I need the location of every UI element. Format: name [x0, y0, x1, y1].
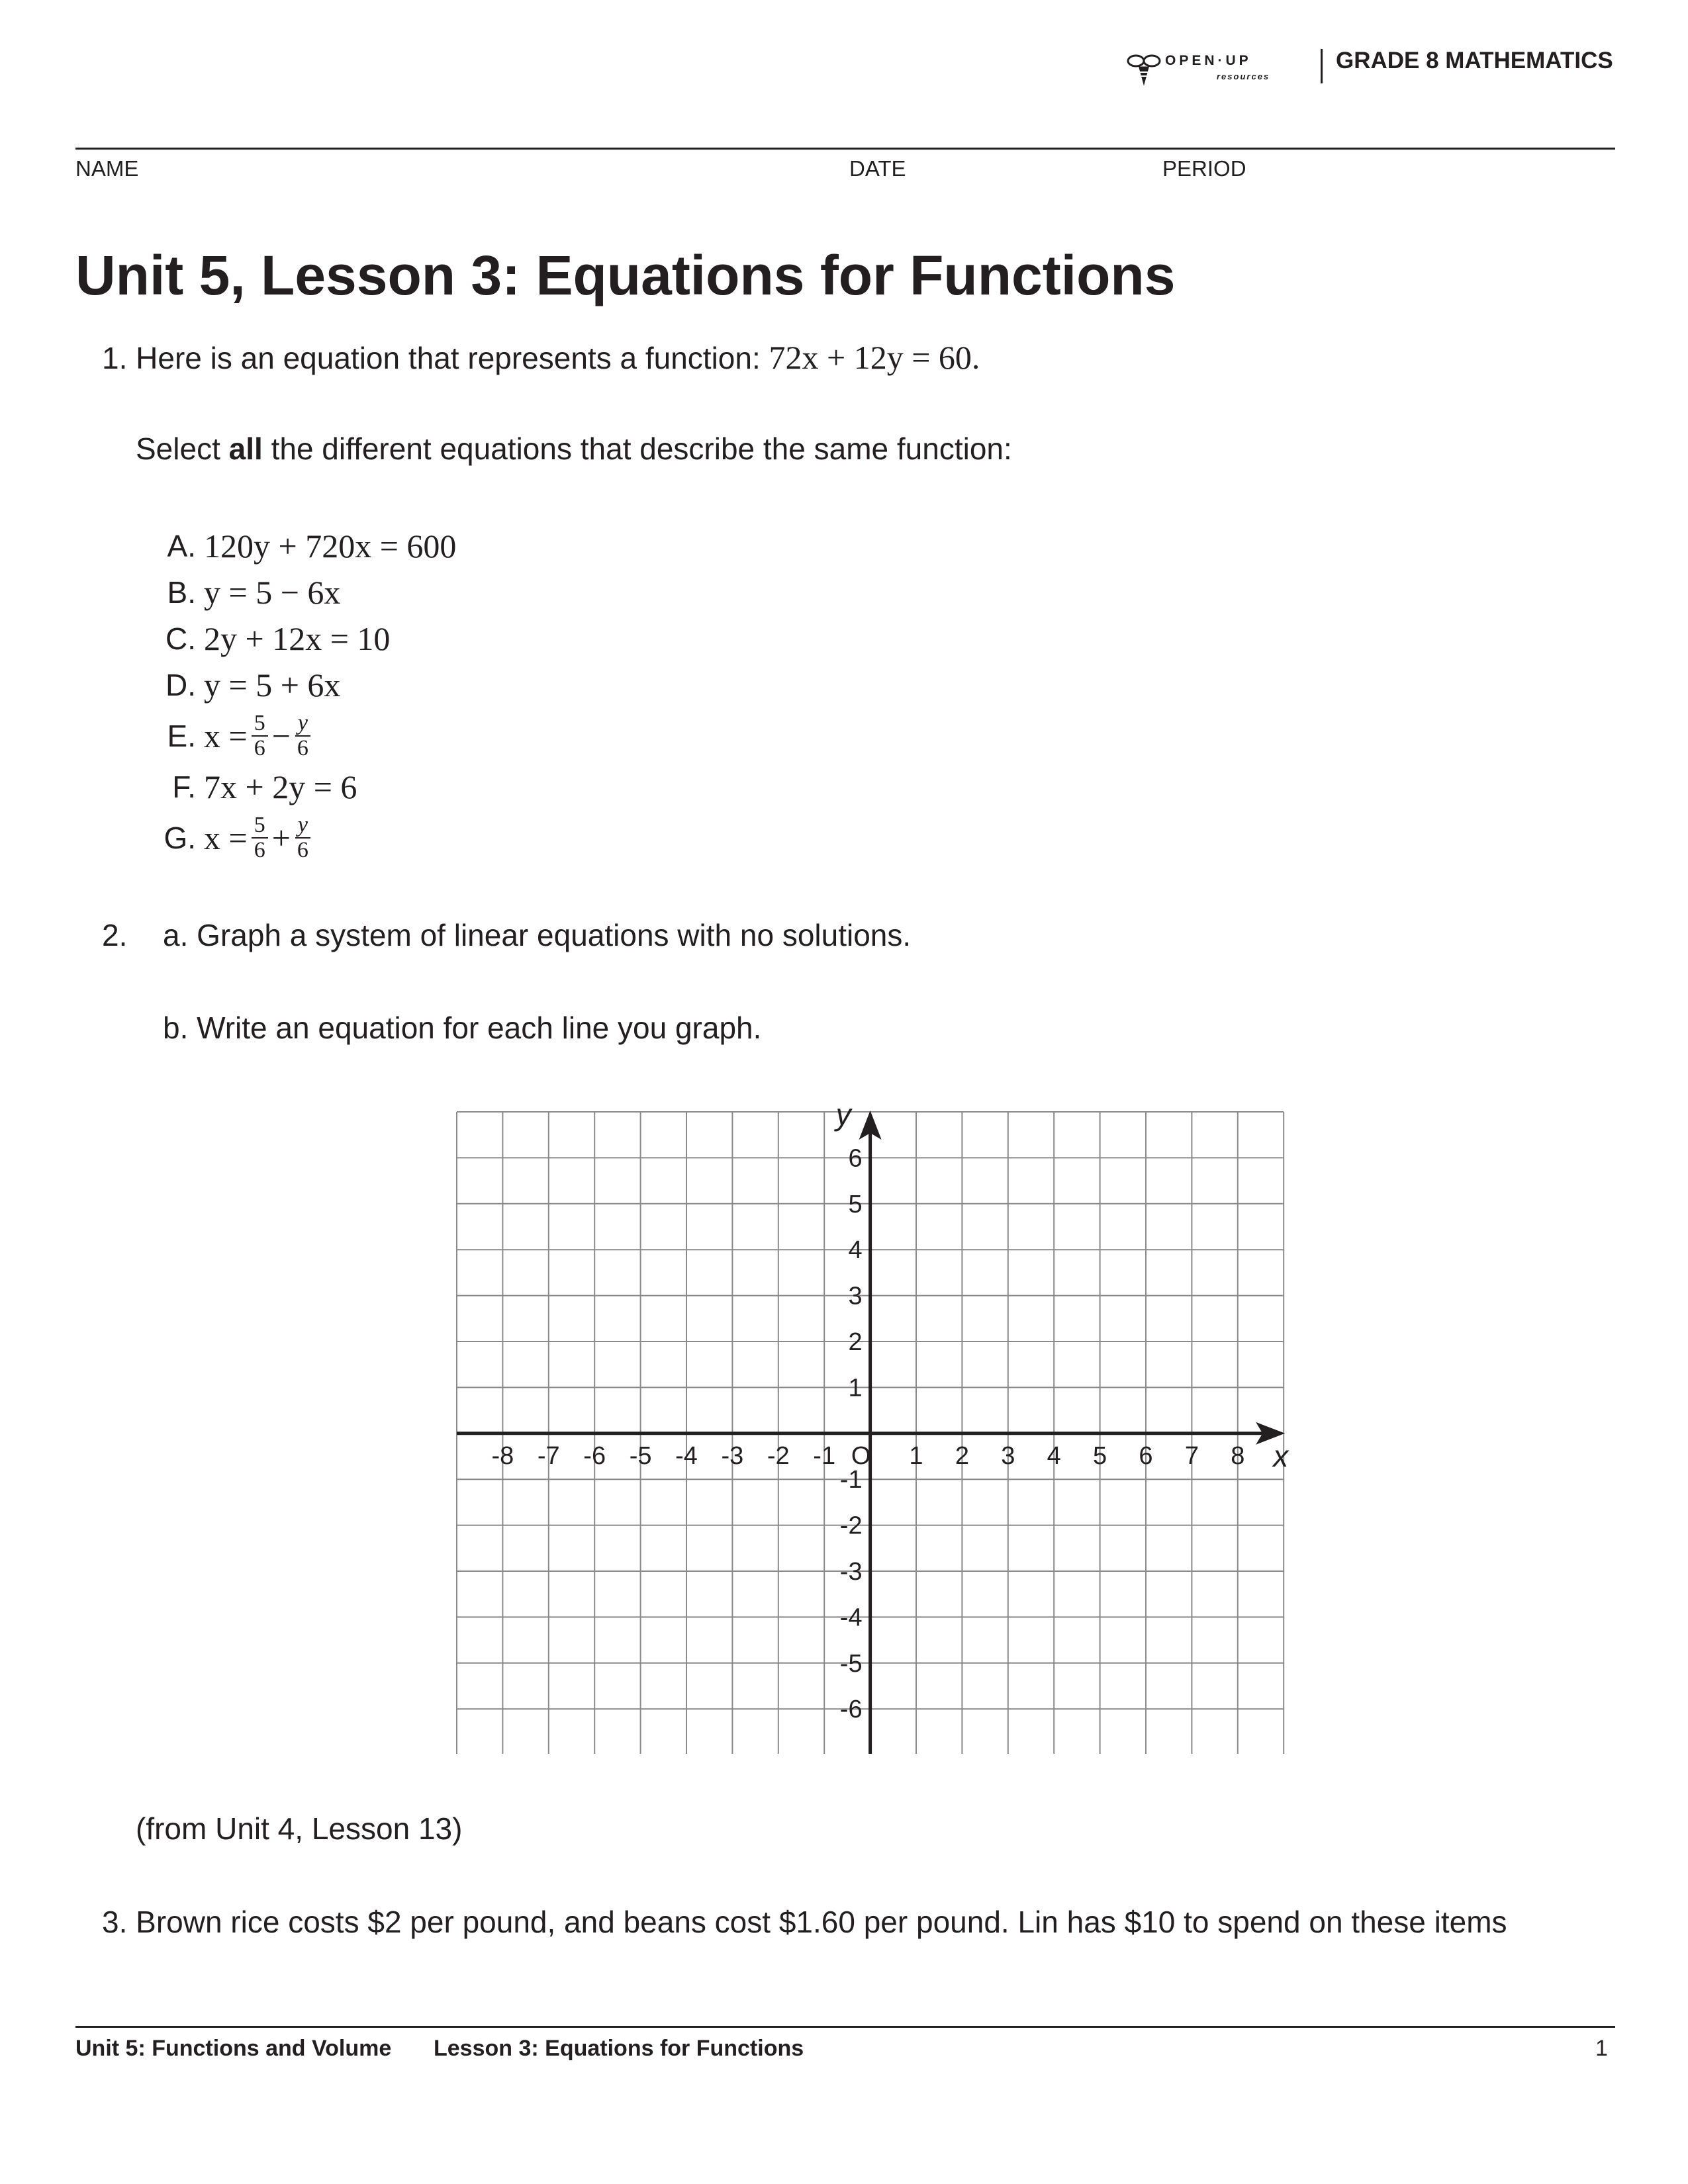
given-equation: 72x + 12y = 60.: [769, 339, 980, 376]
x-tick-label: 3: [1001, 1441, 1015, 1470]
y-tick-label: -1: [839, 1466, 863, 1494]
axes: [457, 1111, 1285, 1754]
option-operator: +: [271, 819, 291, 856]
x-tick-label: 6: [1139, 1441, 1153, 1470]
option-equation: 7x + 2y = 6: [204, 768, 357, 805]
x-tick-label: 5: [1093, 1441, 1107, 1470]
question-2-source: (from Unit 4, Lesson 13): [136, 1811, 463, 1846]
question-number: 1.: [102, 341, 128, 375]
y-tick-label: 2: [848, 1328, 863, 1356]
coordinate-grid[interactable]: [450, 1092, 1297, 1754]
x-tick-label: 1: [909, 1441, 923, 1470]
fraction: $\frac{y}{6}$: [295, 711, 311, 760]
y-tick-label: -5: [839, 1649, 863, 1678]
name-rule: [75, 148, 1615, 150]
y-tick-label: 4: [848, 1236, 863, 1265]
logo-subtext: resources: [1217, 71, 1270, 81]
y-axis-label: y: [835, 1097, 851, 1132]
question-1-instruction: Select all the different equations that describe the same function:: [136, 432, 1012, 466]
y-tick-label: -4: [839, 1604, 863, 1632]
option-operator: −: [271, 717, 291, 754]
option-b[interactable]: [162, 569, 340, 615]
option-f[interactable]: [162, 764, 357, 810]
option-equation: 120y + 720x = 600: [204, 527, 457, 565]
question-stem: Here is an equation that represents a function:: [136, 341, 761, 375]
option-equation: y = 5 − 6x: [204, 574, 341, 611]
option-label: G.: [164, 821, 196, 855]
option-label: D.: [165, 668, 196, 702]
tick-labels: [492, 1097, 1290, 1723]
x-tick-label: -7: [537, 1441, 560, 1470]
page-number: 1: [1595, 2036, 1608, 2061]
y-tick-label: 1: [848, 1374, 863, 1402]
y-tick-label: -6: [839, 1696, 863, 1724]
y-tick-label: -2: [839, 1512, 863, 1540]
fraction: $\frac{5}{6}$: [252, 711, 268, 760]
logo-wordmark: OPEN·UP: [1165, 53, 1252, 68]
bee-icon: [1128, 56, 1160, 82]
x-axis-label: x: [1273, 1438, 1289, 1473]
option-label: C.: [165, 621, 196, 656]
x-tick-label: 4: [1047, 1441, 1061, 1470]
y-tick-label: 3: [848, 1282, 863, 1310]
option-lhs: x =: [204, 819, 248, 856]
option-lhs: x =: [204, 717, 248, 754]
option-equation: y = 5 + 6x: [204, 666, 341, 704]
y-tick-label: 5: [848, 1190, 863, 1218]
footer-unit: Unit 5: Functions and Volume: [75, 2036, 392, 2061]
footer-rule: [75, 2026, 1615, 2028]
fraction: $\frac{y}{6}$: [295, 813, 311, 862]
fraction: $\frac{5}{6}$: [252, 813, 268, 862]
option-c[interactable]: [162, 615, 390, 662]
question-1: [102, 338, 980, 377]
x-tick-label: 7: [1184, 1441, 1199, 1470]
question-2-part-b: b. Write an equation for each line you graph.: [163, 1011, 762, 1045]
x-tick-label: -3: [721, 1441, 744, 1470]
x-tick-label: -6: [583, 1441, 606, 1470]
y-tick-label: -3: [839, 1558, 863, 1586]
grade-label: GRADE 8 MATHEMATICS: [1336, 48, 1613, 73]
option-label: B.: [167, 575, 196, 610]
option-g[interactable]: [162, 810, 315, 866]
question-2-part-a: a. Graph a system of linear equations with no solutions.: [163, 918, 912, 952]
page-title: Unit 5, Lesson 3: Equations for Functions: [75, 244, 1176, 306]
x-tick-label: -8: [491, 1441, 514, 1470]
question-3: 3. Brown rice costs $2 per pound, and beans cost $1.60 per pound. Lin has $10 to spend on these items: [102, 1905, 1507, 1939]
x-tick-label: 8: [1231, 1441, 1245, 1470]
footer-lesson: Lesson 3: Equations for Functions: [434, 2036, 804, 2061]
x-tick-label: -1: [813, 1441, 836, 1470]
option-equation: 2y + 12x = 10: [204, 620, 391, 657]
option-e[interactable]: [162, 708, 315, 764]
x-tick-label: -2: [767, 1441, 790, 1470]
period-field-label: PERIOD: [1162, 156, 1246, 181]
x-tick-label: 2: [955, 1441, 969, 1470]
option-label: F.: [172, 770, 196, 804]
option-d[interactable]: [162, 662, 340, 708]
option-a[interactable]: [162, 523, 456, 569]
emphasis-all: all: [228, 432, 263, 466]
name-field-label: NAME: [75, 156, 139, 181]
header-divider: [1321, 49, 1323, 83]
question-2-number: 2.: [102, 918, 128, 952]
option-label: A.: [167, 529, 196, 563]
x-tick-label: -4: [675, 1441, 698, 1470]
option-label: E.: [167, 719, 196, 753]
y-tick-label: 6: [848, 1144, 863, 1173]
x-tick-label: -5: [629, 1441, 652, 1470]
origin-label: O: [851, 1441, 871, 1470]
date-field-label: DATE: [849, 156, 906, 181]
